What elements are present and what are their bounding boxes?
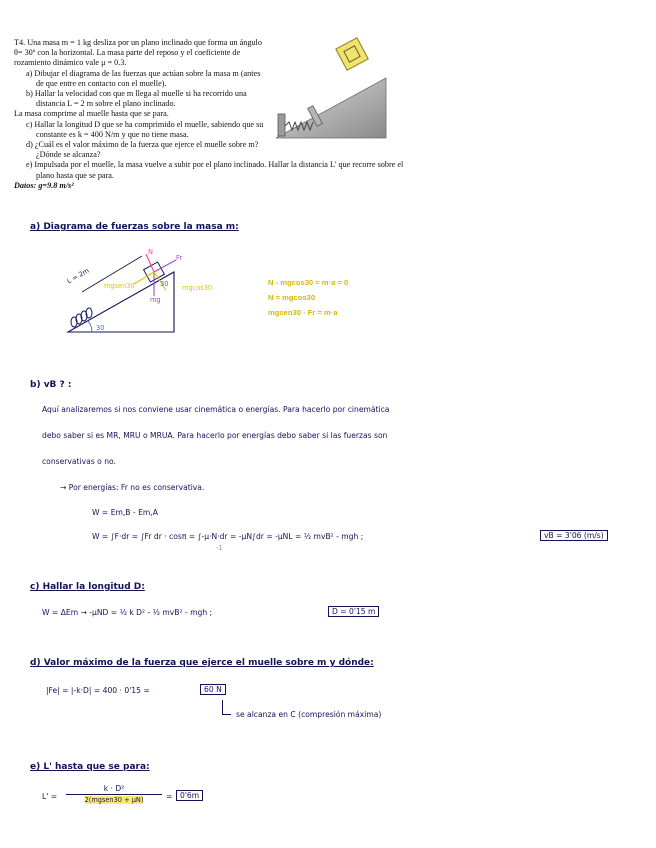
- sliding-block: [336, 38, 368, 70]
- section-e-equals: =: [166, 792, 173, 801]
- equation-parallel: mgsen30 - Fr = m·a: [268, 308, 338, 317]
- statement-e: e) Impulsada por el muelle, la masa vuelve a subir por el plano inclinado. Hallar la distancia L' que recorre sobre el plano hasta que se para.: [26, 160, 404, 180]
- normal-label: N: [148, 248, 153, 256]
- section-d-note: se alcanza en C (compresión máxima): [236, 710, 382, 719]
- section-b-work-energy: W = Em,B - Em,A: [92, 508, 158, 517]
- statement-d: d) ¿Cuál es el valor máximo de la fuerza que ejerce el muelle sobre m? ¿Dónde se alcanza?: [26, 140, 259, 160]
- statement-middle: La masa comprime al muelle hasta que se para.: [14, 109, 169, 119]
- equation-normal-balance: N - mgcos30 = m·a = 0: [268, 278, 349, 287]
- section-d-result: 60 N: [200, 684, 226, 695]
- section-d-arrow: [222, 700, 231, 715]
- length-label: L = 2m: [65, 266, 91, 286]
- section-a-equations: [268, 278, 348, 317]
- section-b-paragraph-2: debo saber si es MR, MRU o MRUA. Para hacerlo por energías debo saber si las fuerzas son: [42, 431, 388, 440]
- weight-parallel-label: mgsen30: [104, 282, 135, 290]
- section-e-lhs: L' =: [42, 792, 58, 801]
- weight-label: mg: [150, 296, 161, 304]
- section-e-denominator: 2(mgsen30 + μN): [84, 796, 144, 804]
- section-b-cos-note: -1: [216, 544, 223, 552]
- section-b-arrow-line: → Por energías: Fr no es conservativa.: [60, 483, 205, 492]
- section-b-paragraph-3: conservativas o no.: [42, 457, 116, 466]
- section-a-heading: a) Diagrama de fuerzas sobre la masa m:: [30, 222, 239, 232]
- section-c-equation: W = ΔEm → -μND = ½ k D² - ½ mvB² - mgh ;: [42, 608, 213, 617]
- problem-statement: [14, 38, 404, 191]
- section-d-equation: |Fe| = |-k·D| = 400 · 0'15 =: [46, 686, 150, 695]
- section-e-fraction: [66, 784, 162, 804]
- friction-label: Fr: [176, 254, 183, 262]
- statement-b: b) Hallar la velocidad con que m llega al muelle si ha recorrido una distancia L = 2 m sobre el plano inclinado.: [26, 89, 247, 109]
- section-b-result: vB = 3'06 (m/s): [540, 530, 608, 541]
- section-e-result: 0'6m: [176, 790, 203, 801]
- equation-normal: N = mgcos30: [268, 293, 316, 302]
- statement-c: c) Hallar la longitud D que se ha comprimido el muelle, sabiendo que su constante es k = 400 N/m y que no tiene masa.: [26, 119, 264, 139]
- weight-perp-label: mgcos30: [182, 284, 213, 292]
- section-b-paragraph-1: Aquí analizaremos si nos conviene usar cinemática o energías. Para hacerlo por cinemática: [42, 405, 390, 414]
- section-d-heading: d) Valor máximo de la fuerza que ejerce el muelle sobre m y dónde:: [30, 658, 374, 668]
- angle-top-label: 30: [160, 280, 169, 288]
- angle-bottom-label: 30: [96, 324, 105, 332]
- statement-datos: Datos: g=9.8 m/s²: [14, 180, 74, 190]
- section-e-numerator: k · D²: [66, 784, 162, 795]
- section-c-result: D = 0'15 m: [328, 606, 379, 617]
- section-b-heading: b) vB ? :: [30, 380, 72, 390]
- statement-a: a) Dibujar el diagrama de las fuerzas que actúan sobre la masa m (antes de que entre en contacto con el muelle).: [26, 68, 261, 88]
- incline-figure: [268, 34, 398, 146]
- statement-intro: T4. Una masa m = 1 kg desliza por un plano inclinado que forma un ángulo θ= 30º con la horizontal. La masa parte del reposo y el coeficiente de rozamiento dinámico vale μ = 0.3.: [14, 38, 262, 68]
- section-b-integral: W = ∫F·dr = ∫Fr dr · cosπ = ∫-μ·N·dr = -μN∫dr = -μNL = ½ mvB² - mgh ;: [92, 532, 364, 541]
- section-e-heading: e) L' hasta que se para:: [30, 762, 150, 772]
- spring-stop: [278, 114, 285, 136]
- section-c-heading: c) Hallar la longitud D:: [30, 582, 145, 592]
- angle-arc-bottom: [88, 321, 92, 332]
